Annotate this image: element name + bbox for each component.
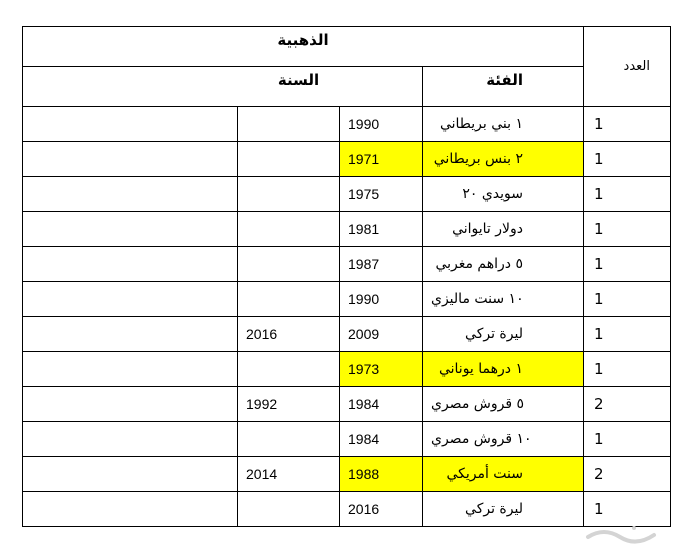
count-cell: 2 (584, 387, 671, 422)
empty-cell (23, 387, 238, 422)
count-cell: 1 (584, 352, 671, 387)
count-cell: 2 (584, 457, 671, 492)
year-cell-secondary (238, 177, 340, 212)
year-cell: 2009 (340, 317, 423, 352)
empty-cell (23, 492, 238, 527)
year-cell-secondary (238, 212, 340, 247)
coin-name-cell: ١ بني بريطاني (423, 107, 584, 142)
year-cell-secondary (238, 142, 340, 177)
year-cell: 1987 (340, 247, 423, 282)
empty-cell (23, 282, 238, 317)
year-cell: 1973 (340, 352, 423, 387)
count-cell: 1 (584, 142, 671, 177)
count-header: العدد (584, 27, 671, 107)
coin-name-cell: ٥ قروش مصري (423, 387, 584, 422)
coin-name-cell: سنت أمريكي (423, 457, 584, 492)
table-row (23, 247, 671, 282)
year-cell-secondary (238, 492, 340, 527)
empty-cell (23, 422, 238, 457)
year-cell: 1975 (340, 177, 423, 212)
year-cell-secondary (238, 352, 340, 387)
year-cell: 1988 (340, 457, 423, 492)
empty-cell (23, 352, 238, 387)
table-row (23, 352, 671, 387)
table-title: الذهبية (23, 27, 584, 67)
year-cell: 1990 (340, 107, 423, 142)
header-row-columns (23, 67, 671, 107)
coin-name-cell: سويدي ٢٠ (423, 177, 584, 212)
table-row (23, 492, 671, 527)
empty-cell (23, 247, 238, 282)
year-cell-secondary (238, 107, 340, 142)
count-cell: 1 (584, 177, 671, 212)
year-cell-secondary: 1992 (238, 387, 340, 422)
category-header: الفئة (423, 67, 584, 107)
empty-cell (23, 457, 238, 492)
table-row (23, 317, 671, 352)
coin-name-cell: ١ درهما يوناني (423, 352, 584, 387)
empty-cell (23, 212, 238, 247)
table-row (23, 422, 671, 457)
year-cell-secondary (238, 282, 340, 317)
coin-name-cell: دولار تايواني (423, 212, 584, 247)
year-cell: 1990 (340, 282, 423, 317)
header-row-title (23, 27, 671, 67)
year-cell-secondary: 2014 (238, 457, 340, 492)
year-cell: 1981 (340, 212, 423, 247)
coin-name-cell: ٢ بنس بريطاني (423, 142, 584, 177)
table-row (23, 212, 671, 247)
haraj-watermark-logo (584, 523, 664, 545)
table-row (23, 142, 671, 177)
empty-cell (23, 177, 238, 212)
year-cell: 1984 (340, 387, 423, 422)
count-cell: 1 (584, 317, 671, 352)
table-row (23, 387, 671, 422)
count-cell: 1 (584, 107, 671, 142)
year-cell-secondary (238, 247, 340, 282)
count-cell: 1 (584, 212, 671, 247)
year-cell-secondary: 2016 (238, 317, 340, 352)
count-cell: 1 (584, 247, 671, 282)
table-row (23, 177, 671, 212)
coin-name-cell: ليرة تركي (423, 317, 584, 352)
coin-name-cell: ٥ دراهم مغربي (423, 247, 584, 282)
year-cell: 1971 (340, 142, 423, 177)
year-header: السنة (23, 67, 423, 107)
count-cell: 1 (584, 282, 671, 317)
coin-name-cell: ليرة تركي (423, 492, 584, 527)
empty-cell (23, 142, 238, 177)
coin-name-cell: ١٠ سنت ماليزي (423, 282, 584, 317)
empty-cell (23, 107, 238, 142)
empty-cell (23, 317, 238, 352)
year-cell: 1984 (340, 422, 423, 457)
table-row (23, 107, 671, 142)
year-cell-secondary (238, 422, 340, 457)
table-row (23, 457, 671, 492)
coin-name-cell: ١٠ قروش مصري (423, 422, 584, 457)
count-cell: 1 (584, 492, 671, 527)
count-cell: 1 (584, 422, 671, 457)
table-row (23, 282, 671, 317)
coins-table (22, 26, 671, 527)
year-cell: 2016 (340, 492, 423, 527)
